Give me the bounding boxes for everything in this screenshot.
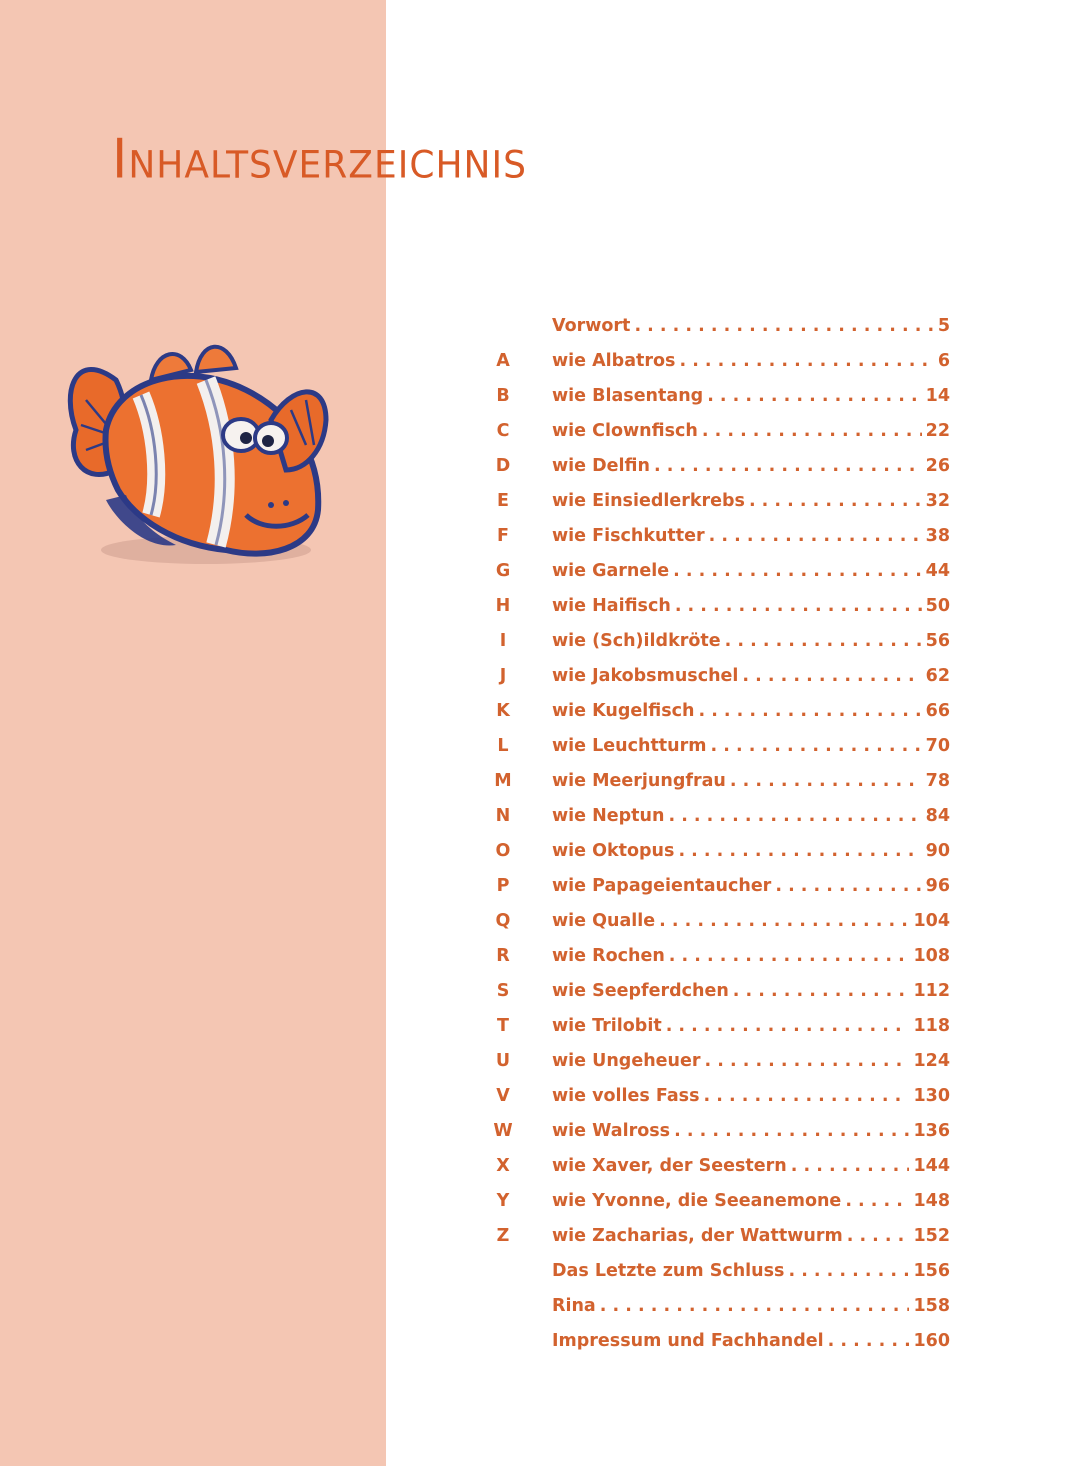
- toc-entry-title: Impressum und Fachhandel: [552, 1330, 824, 1351]
- toc-entry-line: [552, 736, 950, 756]
- toc-letter: I: [499, 630, 507, 651]
- toc-letter: G: [495, 560, 511, 581]
- toc-entry-line: [552, 1016, 950, 1036]
- toc-entry[interactable]: [490, 1323, 960, 1358]
- toc-page-number: 112: [913, 980, 950, 1001]
- toc-entry-title: wie Blasentang: [552, 385, 704, 406]
- toc-entry[interactable]: [490, 1043, 960, 1078]
- toc-entry-title: wie Kugelfisch: [552, 700, 695, 721]
- toc-page-number: 118: [913, 1015, 950, 1036]
- toc-letter: S: [496, 980, 510, 1001]
- toc-page-number: 78: [925, 770, 950, 791]
- toc-page-number: 62: [925, 665, 950, 686]
- toc-page-number: 124: [913, 1050, 950, 1071]
- dot-leader: [828, 1331, 910, 1351]
- toc-page-number: 38: [925, 525, 950, 546]
- toc-entry[interactable]: [490, 973, 960, 1008]
- dot-leader: [600, 1296, 910, 1316]
- dot-leader: [742, 666, 921, 686]
- toc-entry[interactable]: [490, 1253, 960, 1288]
- toc-entry-line: [552, 1331, 950, 1351]
- dot-leader: [725, 631, 922, 651]
- dot-leader: [675, 596, 922, 616]
- toc-entry-line: [552, 1156, 950, 1176]
- toc-entry-title: Das Letzte zum Schluss: [552, 1260, 785, 1281]
- toc-entry-title: Rina: [552, 1295, 596, 1316]
- dot-leader: [709, 526, 922, 546]
- toc-letter: V: [496, 1085, 510, 1106]
- toc-page-number: 130: [913, 1085, 950, 1106]
- toc-letter: J: [499, 665, 507, 686]
- toc-letter: N: [495, 805, 511, 826]
- toc-entry-line: [552, 841, 950, 861]
- toc-page-number: 70: [925, 735, 950, 756]
- toc-entry-line: [552, 596, 950, 616]
- toc-entry[interactable]: [490, 448, 960, 483]
- toc-entry-title: wie volles Fass: [552, 1085, 700, 1106]
- toc-entry-title: wie Papageientaucher: [552, 875, 772, 896]
- toc-letter: P: [496, 875, 510, 896]
- toc-entry-line: [552, 771, 950, 791]
- toc-page-number: 136: [913, 1120, 950, 1141]
- toc-page-number: 84: [925, 805, 950, 826]
- toc-page-number: 66: [925, 700, 950, 721]
- toc-page-number: 26: [925, 455, 950, 476]
- dot-leader: [674, 1121, 909, 1141]
- toc-entry-title: wie Delfin: [552, 455, 650, 476]
- toc-entry[interactable]: [490, 938, 960, 973]
- toc-entry[interactable]: [490, 798, 960, 833]
- toc-entry-line: [552, 1121, 950, 1141]
- toc-letter: K: [496, 700, 510, 721]
- toc-entry-line: [552, 1226, 950, 1246]
- side-panel: [0, 0, 386, 1466]
- toc-entry-title: wie Xaver, der Seestern: [552, 1155, 787, 1176]
- dot-leader: [669, 946, 910, 966]
- toc-letter: L: [497, 735, 509, 756]
- toc-page-number: 158: [913, 1295, 950, 1316]
- dot-leader: [791, 1156, 910, 1176]
- dot-leader: [730, 771, 922, 791]
- toc-entry-title: wie Neptun: [552, 805, 665, 826]
- page-title: Inhaltsverzeichnis: [112, 128, 527, 191]
- toc-page-number: 6: [937, 350, 950, 371]
- toc-entry-line: [552, 911, 950, 931]
- dot-leader: [634, 316, 933, 336]
- toc-entry[interactable]: [490, 308, 960, 343]
- dot-leader: [704, 1051, 909, 1071]
- toc-entry-line: [552, 456, 950, 476]
- toc-entry-line: [552, 806, 950, 826]
- toc-letter: H: [495, 595, 511, 616]
- toc-letter: A: [496, 350, 510, 371]
- toc-entry[interactable]: [490, 588, 960, 623]
- dot-leader: [775, 876, 921, 896]
- toc-entry[interactable]: [490, 728, 960, 763]
- toc-entry-title: wie Ungeheuer: [552, 1050, 701, 1071]
- toc-entry-line: [552, 666, 950, 686]
- toc-entry-title: wie Haifisch: [552, 595, 671, 616]
- toc-entry-line: [552, 386, 950, 406]
- toc-page-number: 144: [913, 1155, 950, 1176]
- dot-leader: [679, 351, 933, 371]
- toc-page-number: 32: [925, 490, 950, 511]
- dot-leader: [678, 841, 921, 861]
- dot-leader: [711, 736, 922, 756]
- toc-entry-title: wie Einsiedlerkrebs: [552, 490, 745, 511]
- dot-leader: [659, 911, 909, 931]
- toc-entry[interactable]: [490, 553, 960, 588]
- toc-page-number: 14: [925, 385, 950, 406]
- toc-entry-line: [552, 561, 950, 581]
- toc-letter: Z: [496, 1225, 510, 1246]
- toc-entry[interactable]: [490, 623, 960, 658]
- toc-letter: Y: [496, 1190, 510, 1211]
- dot-leader: [654, 456, 922, 476]
- toc-entry-title: wie Zacharias, der Wattwurm: [552, 1225, 843, 1246]
- toc-letter: F: [497, 525, 509, 546]
- toc-page-number: 104: [913, 910, 950, 931]
- toc-entry[interactable]: [490, 483, 960, 518]
- toc-entry-line: [552, 876, 950, 896]
- dot-leader: [704, 1086, 910, 1106]
- toc-entry-title: wie Garnele: [552, 560, 670, 581]
- dot-leader: [698, 701, 921, 721]
- toc-page-number: 44: [925, 560, 950, 581]
- table-of-contents: [490, 308, 960, 1358]
- toc-letter: D: [495, 455, 511, 476]
- toc-entry-title: wie Qualle: [552, 910, 656, 931]
- toc-page-number: 50: [925, 595, 950, 616]
- toc-entry-line: [552, 1191, 950, 1211]
- dot-leader: [707, 386, 921, 406]
- toc-entry-title: wie (Sch)ildkröte: [552, 630, 721, 651]
- toc-entry[interactable]: [490, 343, 960, 378]
- toc-entry-title: wie Walross: [552, 1120, 671, 1141]
- toc-entry-line: [552, 1086, 950, 1106]
- toc-page-number: 108: [913, 945, 950, 966]
- toc-entry-title: wie Clownfisch: [552, 420, 698, 441]
- dot-leader: [847, 1226, 910, 1246]
- toc-entry[interactable]: [490, 1288, 960, 1323]
- toc-entry-line: [552, 491, 950, 511]
- toc-entry-title: wie Jakobsmuschel: [552, 665, 739, 686]
- toc-letter: U: [495, 1050, 511, 1071]
- dot-leader: [845, 1191, 909, 1211]
- toc-entry-line: [552, 981, 950, 1001]
- toc-entry[interactable]: [490, 903, 960, 938]
- toc-entry-title: wie Fischkutter: [552, 525, 705, 546]
- toc-entry-title: wie Meerjungfrau: [552, 770, 726, 791]
- toc-letter: W: [493, 1120, 513, 1141]
- toc-page-number: 5: [937, 315, 950, 336]
- toc-entry-title: wie Albatros: [552, 350, 676, 371]
- toc-entry[interactable]: [490, 518, 960, 553]
- toc-entry[interactable]: [490, 1113, 960, 1148]
- clownfish-figure-image: [56, 310, 336, 580]
- dot-leader: [749, 491, 922, 511]
- toc-entry-line: [552, 1261, 950, 1281]
- toc-entry-line: [552, 351, 950, 371]
- toc-entry-line: [552, 526, 950, 546]
- toc-letter: Q: [495, 910, 511, 931]
- toc-entry[interactable]: [490, 1008, 960, 1043]
- toc-entry-line: [552, 1296, 950, 1316]
- toc-page-number: 22: [925, 420, 950, 441]
- toc-entry[interactable]: [490, 833, 960, 868]
- toc-page-number: 56: [925, 630, 950, 651]
- dot-leader: [788, 1261, 909, 1281]
- toc-letter: C: [496, 420, 510, 441]
- toc-entry-title: wie Leuchtturm: [552, 735, 707, 756]
- dot-leader: [668, 806, 921, 826]
- toc-page-number: 160: [913, 1330, 950, 1351]
- toc-letter: X: [496, 1155, 510, 1176]
- toc-entry-title: wie Oktopus: [552, 840, 675, 861]
- clownfish-icon: [56, 310, 336, 580]
- toc-entry-title: wie Rochen: [552, 945, 665, 966]
- toc-entry[interactable]: [490, 413, 960, 448]
- toc-entry[interactable]: [490, 693, 960, 728]
- dot-leader: [666, 1016, 910, 1036]
- dot-leader: [733, 981, 910, 1001]
- toc-letter: R: [496, 945, 510, 966]
- toc-letter: M: [494, 770, 512, 791]
- toc-entry-line: [552, 1051, 950, 1071]
- toc-letter: B: [496, 385, 510, 406]
- toc-entry[interactable]: [490, 868, 960, 903]
- toc-letter: T: [497, 1015, 509, 1036]
- toc-page-number: 90: [925, 840, 950, 861]
- toc-page-number: 156: [913, 1260, 950, 1281]
- toc-page-number: 96: [925, 875, 950, 896]
- toc-entry[interactable]: [490, 378, 960, 413]
- toc-entry[interactable]: [490, 1148, 960, 1183]
- toc-entry[interactable]: [490, 1183, 960, 1218]
- toc-entry[interactable]: [490, 1078, 960, 1113]
- toc-page-number: 148: [913, 1190, 950, 1211]
- toc-entry-line: [552, 701, 950, 721]
- toc-letter: O: [495, 840, 511, 861]
- toc-page-number: 152: [913, 1225, 950, 1246]
- toc-letter: E: [497, 490, 509, 511]
- toc-entry-line: [552, 946, 950, 966]
- toc-entry-title: wie Yvonne, die Seeanemone: [552, 1190, 842, 1211]
- toc-entry[interactable]: [490, 1218, 960, 1253]
- dot-leader: [702, 421, 922, 441]
- toc-entry-line: [552, 631, 950, 651]
- dot-leader: [673, 561, 922, 581]
- toc-entry-line: [552, 421, 950, 441]
- toc-entry[interactable]: [490, 658, 960, 693]
- toc-entry-line: [552, 316, 950, 336]
- toc-entry-title: wie Trilobit: [552, 1015, 662, 1036]
- toc-entry[interactable]: [490, 763, 960, 798]
- toc-entry-title: Vorwort: [552, 315, 631, 336]
- toc-entry-title: wie Seepferdchen: [552, 980, 729, 1001]
